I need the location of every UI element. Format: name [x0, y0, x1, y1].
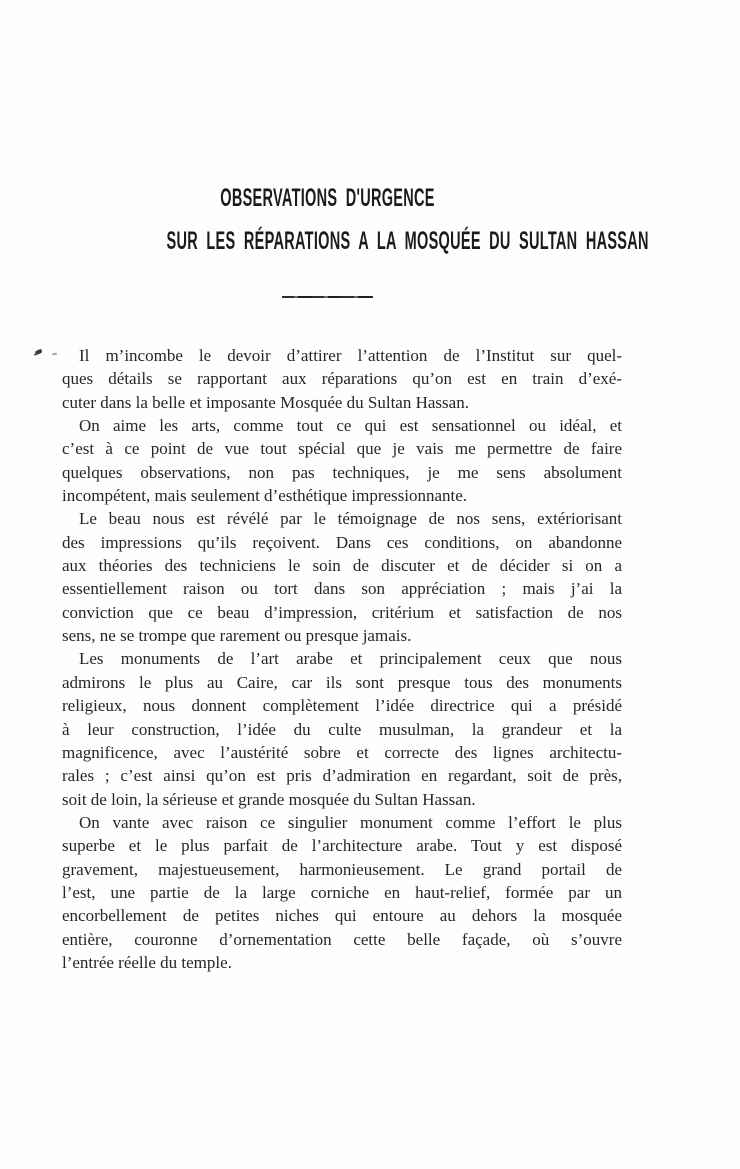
text-line: On vante avec raison ce singulier monument comme l’effort le plus: [79, 812, 622, 832]
text-line: soit de loin, la sérieuse et grande mosquée du Sultan Hassan.: [62, 789, 476, 809]
text-line: conviction que ce beau d’impression, critérium et satisfaction de nos: [62, 602, 622, 622]
text-line: à leur construction, l’idée du culte musulman, la grandeur et la: [62, 719, 622, 739]
ink-smudge-faint: [52, 353, 57, 356]
text-line: entière, couronne d’ornementation cette belle façade, où s’ouvre: [62, 929, 622, 949]
paragraph: [62, 414, 622, 507]
text-line: ques détails se rapportant aux réparations qu’on est en train d’exé-: [62, 369, 622, 389]
text-line: cuter dans la belle et imposante Mosquée du Sultan Hassan.: [62, 392, 469, 412]
text-line: Les monuments de l’art arabe et principalement ceux que nous: [79, 649, 622, 669]
paragraph: [62, 811, 622, 974]
title-divider-rule: [282, 296, 373, 298]
ink-smudge: [35, 349, 43, 355]
text-line: incompétent, mais seulement d’esthétique impressionnante.: [62, 486, 468, 506]
text-line: Il m’incombe le devoir d’attirer l’attention de l’Institut sur quel-: [79, 346, 622, 365]
text-line: religieux, nous donnent complètement l’idée directrice qui a présidé: [62, 696, 622, 716]
document-title-line2: SUR LES RÉPARATIONS A LA MOSQUÉE DU SULTAN HASSAN: [166, 227, 649, 255]
document-title-line1: OBSERVATIONS D'URGENCE: [220, 184, 435, 212]
text-line: des impressions qu’ils reçoivent. Dans ces conditions, on abandonne: [62, 532, 622, 552]
paragraph: [62, 647, 622, 810]
text-line: Le beau nous est révélé par le témoignage de nos sens, extériorisant: [79, 509, 622, 529]
text-line: sens, ne se trompe que rarement ou presque jamais.: [62, 626, 412, 646]
text-line: quelques observations, non pas techniques, je me sens absolument: [62, 462, 622, 482]
text-line: c’est à ce point de vue tout spécial que je vais me permettre de faire: [62, 439, 622, 459]
text-line: On aime les arts, comme tout ce qui est sensationnel ou idéal, et: [79, 416, 622, 436]
text-line: magnificence, avec l’austérité sobre et correcte des lignes architectu-: [62, 742, 622, 762]
text-line: l’est, une partie de la large corniche en haut-relief, formée par un: [62, 882, 622, 902]
text-line: encorbellement de petites niches qui entoure au dehors la mosquée: [62, 906, 622, 926]
text-line: aux théories des techniciens le soin de discuter et de décider si on a: [62, 556, 622, 576]
text-line: rales ; c’est ainsi qu’on est pris d’admiration en regardant, soit de près,: [62, 766, 622, 786]
text-line: l’entrée réelle du temple.: [62, 952, 232, 972]
paragraph: [62, 344, 622, 414]
paragraph: [62, 507, 622, 647]
text-line: gravement, majestueusement, harmonieusement. Le grand portail de: [62, 859, 622, 879]
body-text: [62, 344, 622, 974]
text-line: admirons le plus au Caire, car ils sont presque tous des monuments: [62, 672, 622, 692]
text-line: essentiellement raison ou tort dans son appréciation ; mais j’ai la: [62, 579, 622, 599]
text-line: superbe et le plus parfait de l’architecture arabe. Tout y est disposé: [62, 836, 622, 856]
